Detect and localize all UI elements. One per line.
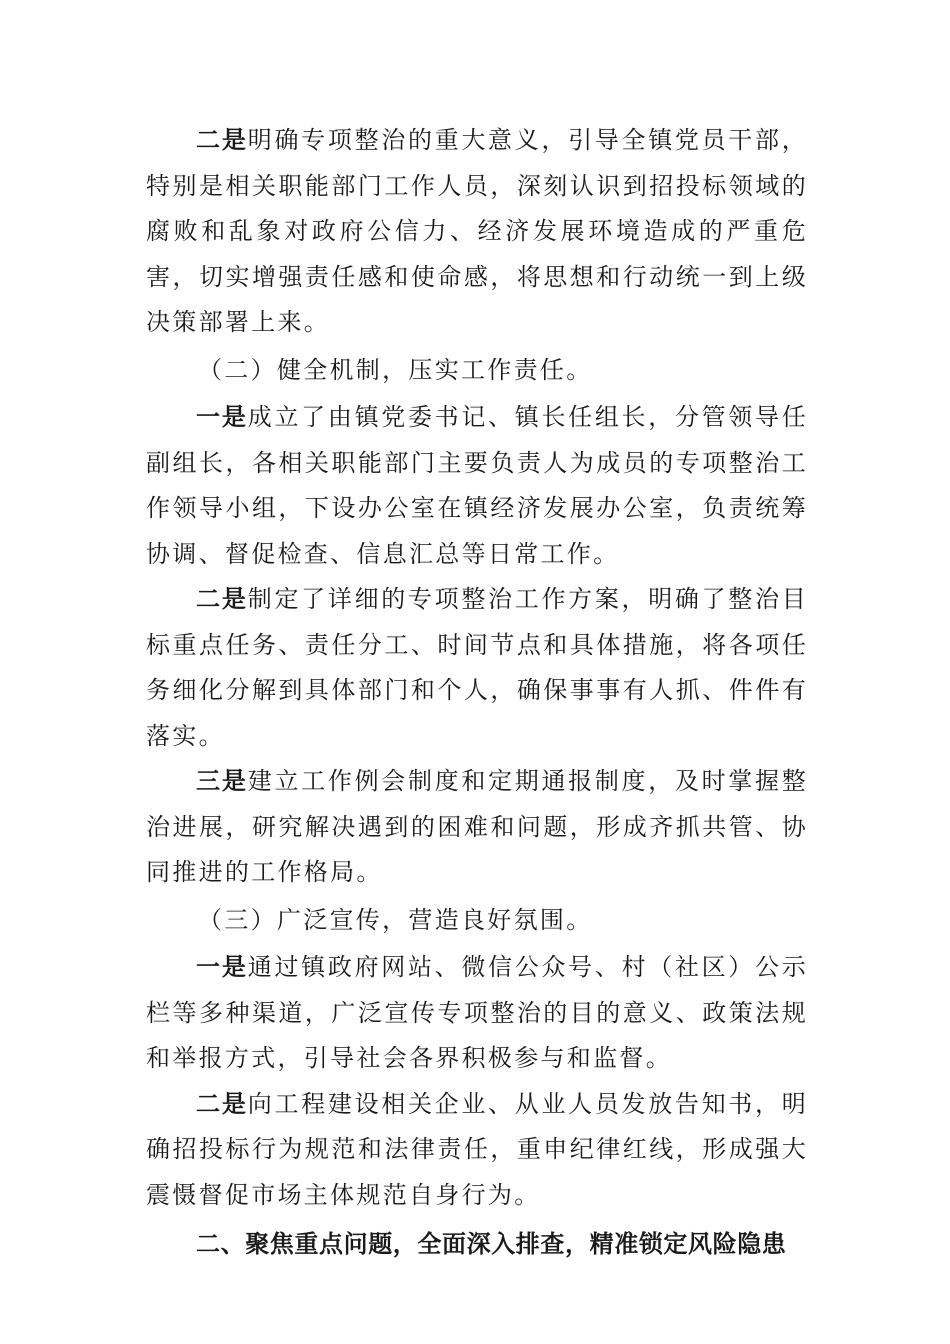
paragraph-4 [146,759,808,896]
paragraph-lead: 一是 [196,403,248,431]
paragraph-1 [146,118,808,346]
paragraph-text: 通过镇政府网站、微信公众号、村（社区）公示栏等多种渠道，广泛宣传专项整治的目的意义、政策法规和举报方式，引导社会各界积极参与和监督。 [146,953,808,1072]
paragraph-lead: 二是 [196,126,248,154]
paragraph-2 [146,395,808,577]
paragraph-5 [146,945,808,1082]
paragraph-text: 建立工作例会制度和定期通报制度，及时掌握整治进展，研究解决遇到的困难和问题，形成齐抓共管、协同推进的工作格局。 [146,767,808,886]
paragraph-lead: 二是 [196,1089,248,1118]
paragraph-lead: 二是 [196,585,248,613]
subsection-heading-3: （三）广泛宣传，营造良好氛围。 [198,905,593,934]
paragraph-text: 制定了详细的专项整治工作方案，明确了整治目标重点任务、责任分工、时间节点和具体措施，将各项任务细化分解到具体部门和个人，确保事事有人抓、件件有落实。 [146,585,808,750]
paragraph-6 [146,1082,808,1219]
paragraph-3 [146,577,808,759]
section-heading: 二、聚焦重点问题，全面深入排查，精准锁定风险隐患 [196,1230,787,1258]
paragraph-lead: 三是 [196,767,248,795]
paragraph-text: 成立了由镇党委书记、镇长任组长，分管领导任副组长，各相关职能部门主要负责人为成员的专项整治工作领导小组，下设办公室在镇经济发展办公室，负责统筹协调、督促检查、信息汇总等日常工作。 [146,403,808,568]
paragraph-text: 明确专项整治的重大意义，引导全镇党员干部，特别是相关职能部门工作人员，深刻认识到招投标领域的腐败和乱象对政府公信力、经济发展环境造成的严重危害，切实增强责任感和使命感，将思想和行动统一到上级决策部署上来。 [146,126,808,336]
paragraph-text: 向工程建设相关企业、从业人员发放告知书，明确招投标行为规范和法律责任，重申纪律红线，形成强大震慑督促市场主体规范自身行为。 [146,1089,808,1209]
subsection-heading-2: （二）健全机制，压实工作责任。 [198,355,593,384]
paragraph-lead: 一是 [196,953,248,981]
